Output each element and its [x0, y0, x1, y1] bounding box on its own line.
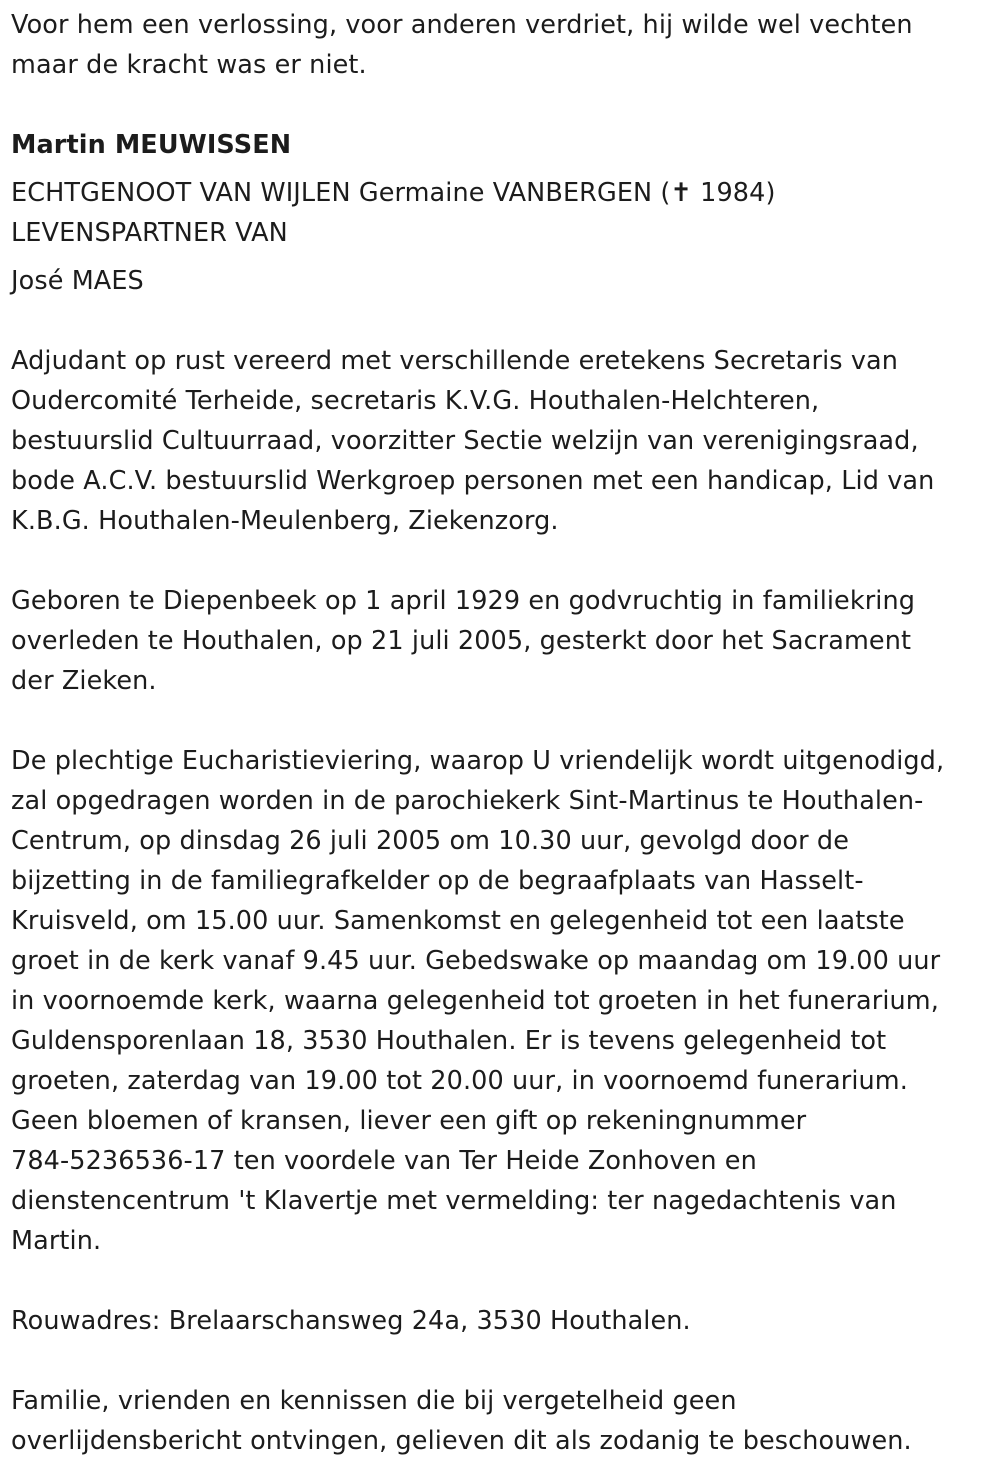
spouse-line: ECHTGENOOT VAN WIJLEN Germaine VANBERGEN (✝ 1984): [11, 178, 776, 208]
closing-paragraph: Familie, vrienden en kennissen die bij vergetelheid geen overlijdensbericht ontvingen, gelieven dit als zodanig te beschouwen.: [11, 1386, 912, 1456]
mourning-address: Rouwadres: Brelaarschansweg 24a, 3530 Houthalen.: [11, 1306, 691, 1336]
deceased-name: Martin MEUWISSEN: [11, 130, 292, 160]
career-paragraph: Adjudant op rust vereerd met verschillende eretekens Secretaris van Oudercomité Terheide, secretaris K.V.G. Houthalen-Helchteren, bestuurslid Cultuurraad, voorzitter Sectie welzijn van verenigingsraad, bode A.C.V. bestuurslid Werkgroep personen met een handicap, Lid van K.B.G. Houthalen-Meulenberg, Ziekenzorg.: [11, 346, 935, 536]
partner-name: José MAES: [11, 266, 144, 296]
birth-death-paragraph: Geboren te Diepenbeek op 1 april 1929 en godvruchtig in familiekring overleden te Houthalen, op 21 juli 2005, gesterkt door het Sacrament der Zieken.: [11, 586, 916, 696]
partner-label: LEVENSPARTNER VAN: [11, 218, 288, 248]
funeral-service-paragraph: De plechtige Eucharistieviering, waarop U vriendelijk wordt uitgenodigd, zal opgedragen worden in de parochiekerk Sint-Martinus te Houthalen- Centrum, op dinsdag 26 juli 2005 om 10.30 uur, gevolgd door de bijzetting in de familiegrafkelder op de begraafplaats van Hasselt- Kruisveld, om 15.00 uur. Samenkomst en gelegenheid tot een laatste groet in de kerk vanaf 9.45 uur. Gebedswake op maandag om 19.00 uur in voornoemde kerk, waarna gelegenheid tot groeten in het funerarium, Guldensporenlaan 18, 3530 Houthalen. Er is tevens gelegenheid tot groeten, zaterdag van 19.00 tot 20.00 uur, in voornoemd funerarium. Geen bloemen of kransen, liever een gift op rekeningnummer 784-5236536-17 ten voordele van Ter Heide Zonhoven en dienstencentrum 't Klavertje met vermelding: ter nagedachtenis van Martin.: [11, 746, 945, 1256]
intro-verse: Voor hem een verlossing, voor anderen verdriet, hij wilde wel vechten maar de kracht was er niet.: [11, 10, 913, 80]
